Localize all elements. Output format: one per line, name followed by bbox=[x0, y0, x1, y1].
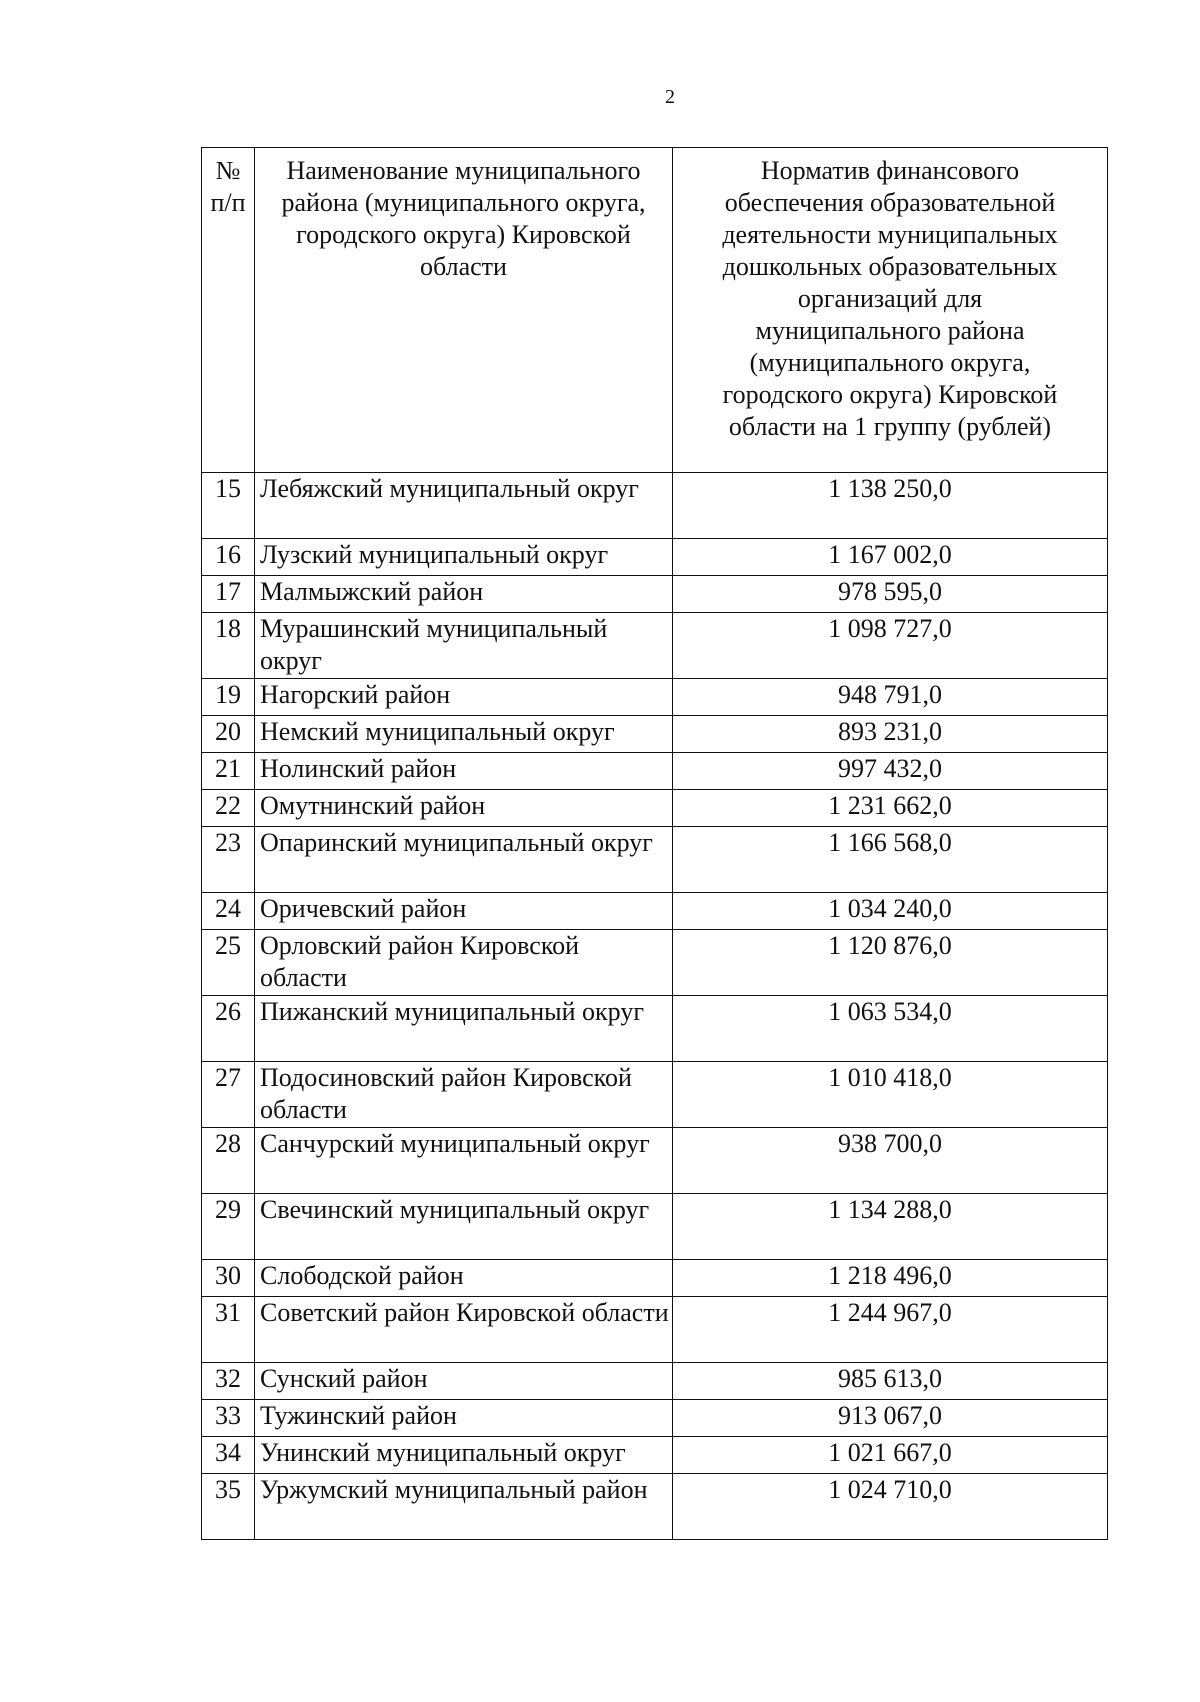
row-norm-value: 1 034 240,0 bbox=[673, 893, 1108, 930]
row-norm-value: 1 098 727,0 bbox=[673, 613, 1108, 679]
row-norm-value: 1 231 662,0 bbox=[673, 790, 1108, 827]
table-row bbox=[202, 1194, 1108, 1260]
table-row bbox=[202, 1297, 1108, 1363]
row-number: 21 bbox=[202, 753, 255, 790]
row-district-name: Мурашинский муниципальный округ bbox=[255, 613, 673, 679]
page-number: 2 bbox=[665, 86, 675, 108]
row-district-name: Оричевский район bbox=[255, 893, 673, 930]
table-row bbox=[202, 1128, 1108, 1194]
table-row bbox=[202, 1363, 1108, 1400]
row-number: 29 bbox=[202, 1194, 255, 1260]
row-number: 17 bbox=[202, 576, 255, 613]
row-norm-value: 1 138 250,0 bbox=[673, 473, 1108, 539]
row-norm-value: 1 244 967,0 bbox=[673, 1297, 1108, 1363]
row-district-name: Подосиновский район Кировской области bbox=[255, 1062, 673, 1128]
row-number: 15 bbox=[202, 473, 255, 539]
normative-table bbox=[201, 147, 1108, 1540]
row-norm-value: 1 021 667,0 bbox=[673, 1437, 1108, 1474]
row-number: 25 bbox=[202, 930, 255, 996]
row-district-name: Нолинский район bbox=[255, 753, 673, 790]
row-number: 35 bbox=[202, 1474, 255, 1540]
table-row bbox=[202, 1474, 1108, 1540]
table-row bbox=[202, 1062, 1108, 1128]
row-district-name: Малмыжский район bbox=[255, 576, 673, 613]
row-number: 23 bbox=[202, 827, 255, 893]
table-row bbox=[202, 996, 1108, 1062]
row-district-name: Лебяжский муниципальный округ bbox=[255, 473, 673, 539]
row-number: 18 bbox=[202, 613, 255, 679]
row-norm-value: 985 613,0 bbox=[673, 1363, 1108, 1400]
row-district-name: Опаринский муниципальный округ bbox=[255, 827, 673, 893]
row-norm-value: 978 595,0 bbox=[673, 576, 1108, 613]
row-number: 20 bbox=[202, 716, 255, 753]
table-header-row bbox=[202, 148, 1108, 473]
row-number: 24 bbox=[202, 893, 255, 930]
row-district-name: Санчурский муниципальный округ bbox=[255, 1128, 673, 1194]
row-district-name: Слободской район bbox=[255, 1260, 673, 1297]
row-number: 26 bbox=[202, 996, 255, 1062]
row-number: 33 bbox=[202, 1400, 255, 1437]
row-district-name: Советский район Кировской области bbox=[255, 1297, 673, 1363]
row-norm-value: 938 700,0 bbox=[673, 1128, 1108, 1194]
header-num: № п/п bbox=[202, 148, 255, 473]
row-number: 30 bbox=[202, 1260, 255, 1297]
table-row bbox=[202, 790, 1108, 827]
row-district-name: Лузский муниципальный округ bbox=[255, 539, 673, 576]
row-district-name: Свечинский муниципальный округ bbox=[255, 1194, 673, 1260]
row-number: 32 bbox=[202, 1363, 255, 1400]
row-number: 28 bbox=[202, 1128, 255, 1194]
row-district-name: Нагорский район bbox=[255, 679, 673, 716]
table-row bbox=[202, 613, 1108, 679]
table-row bbox=[202, 1437, 1108, 1474]
row-number: 16 bbox=[202, 539, 255, 576]
row-number: 22 bbox=[202, 790, 255, 827]
row-district-name: Унинский муниципальный округ bbox=[255, 1437, 673, 1474]
row-norm-value: 1 063 534,0 bbox=[673, 996, 1108, 1062]
table-row bbox=[202, 930, 1108, 996]
table-row bbox=[202, 1260, 1108, 1297]
row-district-name: Сунский район bbox=[255, 1363, 673, 1400]
row-district-name: Немский муниципальный округ bbox=[255, 716, 673, 753]
row-number: 31 bbox=[202, 1297, 255, 1363]
header-name: Наименование муниципального района (муниципального округа, городского округа) Кировской области bbox=[255, 148, 673, 473]
row-norm-value: 893 231,0 bbox=[673, 716, 1108, 753]
row-number: 34 bbox=[202, 1437, 255, 1474]
table-row bbox=[202, 827, 1108, 893]
row-number: 19 bbox=[202, 679, 255, 716]
row-norm-value: 913 067,0 bbox=[673, 1400, 1108, 1437]
row-district-name: Орловский район Кировской области bbox=[255, 930, 673, 996]
row-norm-value: 1 120 876,0 bbox=[673, 930, 1108, 996]
header-norm: Норматив финансового обеспечения образовательной деятельности муниципальных дошкольных образовательных организаций для муниципального района (муниципального округа, городского округа) Кировской области на 1 группу (рублей) bbox=[673, 148, 1108, 473]
table-row bbox=[202, 539, 1108, 576]
row-norm-value: 1 134 288,0 bbox=[673, 1194, 1108, 1260]
row-norm-value: 1 167 002,0 bbox=[673, 539, 1108, 576]
table-row bbox=[202, 716, 1108, 753]
row-norm-value: 1 024 710,0 bbox=[673, 1474, 1108, 1540]
row-norm-value: 997 432,0 bbox=[673, 753, 1108, 790]
row-norm-value: 1 166 568,0 bbox=[673, 827, 1108, 893]
table-row bbox=[202, 473, 1108, 539]
row-district-name: Пижанский муниципальный округ bbox=[255, 996, 673, 1062]
table-row bbox=[202, 1400, 1108, 1437]
row-norm-value: 1 010 418,0 bbox=[673, 1062, 1108, 1128]
table-row bbox=[202, 753, 1108, 790]
table-row bbox=[202, 679, 1108, 716]
row-district-name: Омутнинский район bbox=[255, 790, 673, 827]
row-norm-value: 1 218 496,0 bbox=[673, 1260, 1108, 1297]
table-row bbox=[202, 576, 1108, 613]
row-district-name: Уржумский муниципальный район bbox=[255, 1474, 673, 1540]
row-number: 27 bbox=[202, 1062, 255, 1128]
row-norm-value: 948 791,0 bbox=[673, 679, 1108, 716]
row-district-name: Тужинский район bbox=[255, 1400, 673, 1437]
table-row bbox=[202, 893, 1108, 930]
